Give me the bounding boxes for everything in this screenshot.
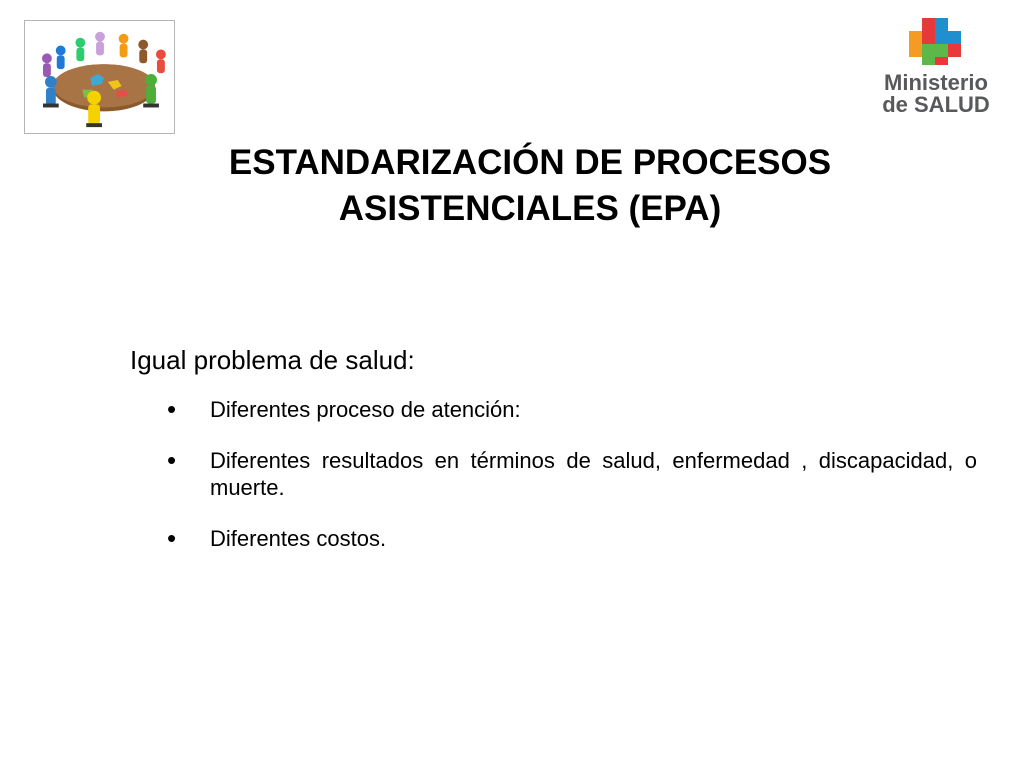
title-line-1: ESTANDARIZACIÓN DE PROCESOS [228,143,832,182]
intro-text: Igual problema de salud: [130,345,415,375]
title-line-2: ASISTENCIALES (EPA) [338,189,722,228]
logo-line1: Ministerio [884,70,988,95]
list-item [165,396,977,423]
list-item [165,525,977,552]
logo-line2: de SALUD [882,92,990,117]
ministerio-de-salud-logo [866,0,1004,134]
slide-title [130,140,930,232]
bullet-icon: • [167,523,177,553]
list-item [165,447,977,501]
bullet-list [165,396,977,576]
bullet-icon: • [167,394,177,424]
list-item-text: Diferentes costos. [210,526,387,551]
team-meeting-icon [25,21,174,133]
health-cross-icon [866,0,1004,134]
team-meeting-illustration [24,20,175,134]
bullet-icon: • [167,445,177,475]
list-item-text: Diferentes resultados en términos de salud, enfermedad , discapacidad, o muerte. [210,448,977,500]
list-item-text: Diferentes proceso de atención: [210,397,521,422]
